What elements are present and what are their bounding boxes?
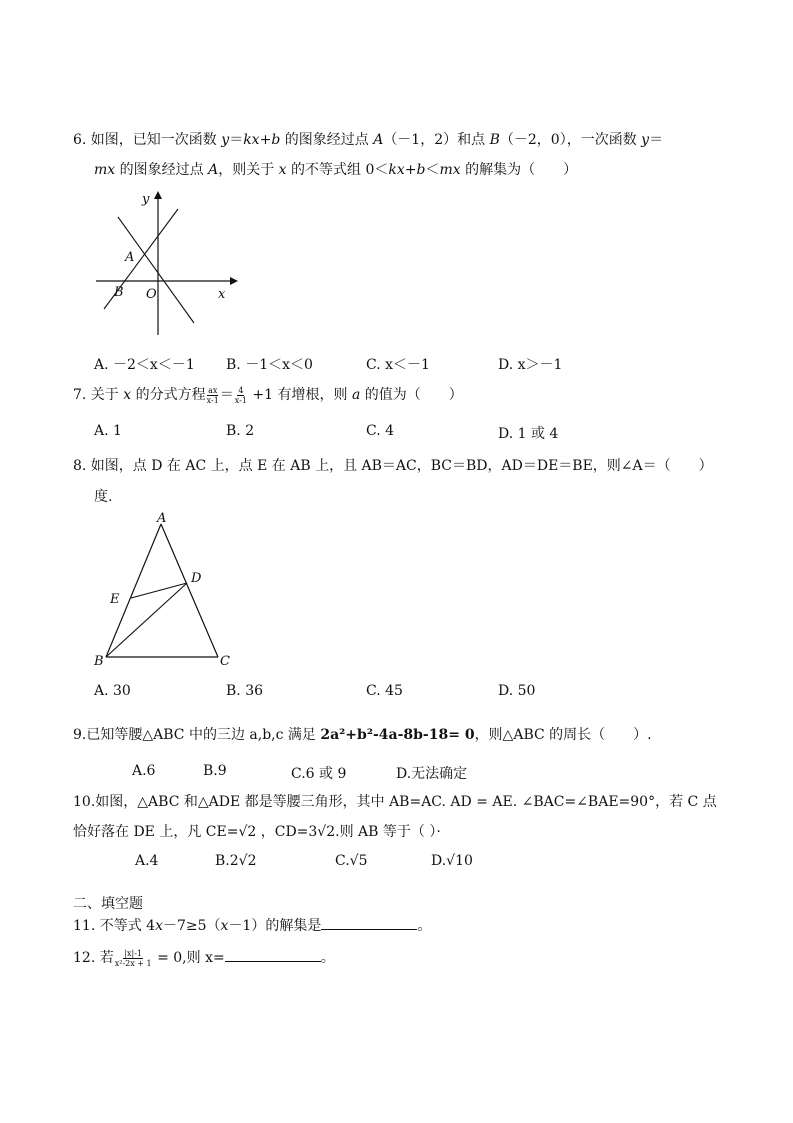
label-B: B	[94, 654, 104, 669]
q6-graph	[90, 185, 250, 345]
q10-line1: 10.如图，△ABC 和△ADE 都是等腰三角形，其中 AB=AC. AD = AE. ∠BAC=∠BAE=90°，若 C 点	[73, 794, 717, 810]
label-O: O	[146, 287, 157, 302]
q11-stem: 11. 不等式 4x－7≥5（x－1）的解集是 。	[73, 918, 432, 934]
q10-option-c[interactable]: C.√5	[335, 853, 368, 869]
q6-option-c[interactable]: C. x＜－1	[366, 357, 430, 373]
q9-option-b[interactable]: B.9	[203, 763, 227, 779]
q10-option-d[interactable]: D.√10	[431, 853, 473, 869]
q6-option-b[interactable]: B. －1＜x＜0	[226, 357, 313, 373]
q10-line2: 恰好落在 DE 上，凡 CE=√2 ，CD=3√2.则 AB 等于（ ）·	[73, 824, 441, 840]
q7-option-a[interactable]: A. 1	[94, 423, 122, 439]
q8-line2: 度.	[94, 489, 113, 505]
q9-option-d[interactable]: D.无法确定	[396, 766, 468, 782]
q12-stem: 12. 若 $\frac{|x|-1}{\text{x²-2x + 1}}$ = 0,则 x= 。	[73, 948, 335, 968]
label-E: E	[110, 592, 120, 607]
q8-option-d[interactable]: D. 50	[498, 683, 536, 699]
q6-option-a[interactable]: A. －2＜x＜－1	[94, 357, 195, 373]
q7-fraction-right: $\frac{4}{x-1}$	[234, 385, 247, 405]
q7-stem: 7. 关于 x 的分式方程 $\frac{ax}{x-1}$ ＝ $\frac{4}{x-1}$ +1 有增根，则 a 的值为（ ）	[73, 385, 463, 405]
q7-option-b[interactable]: B. 2	[226, 423, 255, 439]
label-x: x	[218, 287, 226, 302]
label-A: A	[125, 250, 135, 265]
q12-fraction: $\frac{|x|-1}{\text{x²-2x + 1}}$	[114, 948, 152, 968]
x-axis-arrow	[230, 277, 238, 285]
q12-answer-blank[interactable]	[225, 949, 321, 962]
q7-fraction-left: $\frac{ax}{x-1}$	[206, 385, 219, 405]
label-C: C	[220, 654, 230, 669]
line-mx	[118, 217, 194, 323]
q10-option-b[interactable]: B.2√2	[215, 853, 257, 869]
label-A: A	[157, 512, 167, 526]
y-axis-arrow	[154, 191, 162, 199]
label-D: D	[191, 571, 202, 586]
q8-line1: 8. 如图，点 D 在 AC 上，点 E 在 AB 上，且 AB＝AC，BC＝BD，AD＝DE＝BE，则∠A＝（ ）	[73, 458, 713, 474]
q9-option-c[interactable]: C.6 或 9	[291, 766, 347, 782]
q7-option-c[interactable]: C. 4	[366, 423, 395, 439]
q7-option-d[interactable]: D. 1 或 4	[498, 426, 559, 442]
q10-option-a[interactable]: A.4	[135, 853, 159, 869]
q8-triangle-figure	[90, 512, 250, 672]
label-y: y	[142, 192, 150, 207]
q6-line1: 6. 如图，已知一次函数 y＝kx+b 的图象经过点 A（－1，2）和点 B（－2，0），一次函数 y＝	[73, 132, 664, 148]
label-B: B	[114, 285, 124, 300]
side-AB	[106, 524, 161, 657]
q6-line2: mx 的图象经过点 A，则关于 x 的不等式组 0＜kx+b＜mx 的解集为（ ）	[94, 162, 578, 178]
q11-answer-blank[interactable]	[321, 917, 417, 930]
q6-option-d[interactable]: D. x＞－1	[498, 357, 563, 373]
q8-option-c[interactable]: C. 45	[366, 683, 403, 699]
side-AC	[161, 524, 218, 657]
section-title-fill-in: 二、填空题	[73, 896, 143, 912]
q9-option-a[interactable]: A.6	[132, 763, 156, 779]
q9-stem: 9.已知等腰△ABC 中的三边 a,b,c 满足 2a²+b²-4a-8b-18= 0，则△ABC 的周长（ ）.	[73, 727, 652, 743]
q8-option-a[interactable]: A. 30	[94, 683, 131, 699]
q8-option-b[interactable]: B. 36	[226, 683, 264, 699]
